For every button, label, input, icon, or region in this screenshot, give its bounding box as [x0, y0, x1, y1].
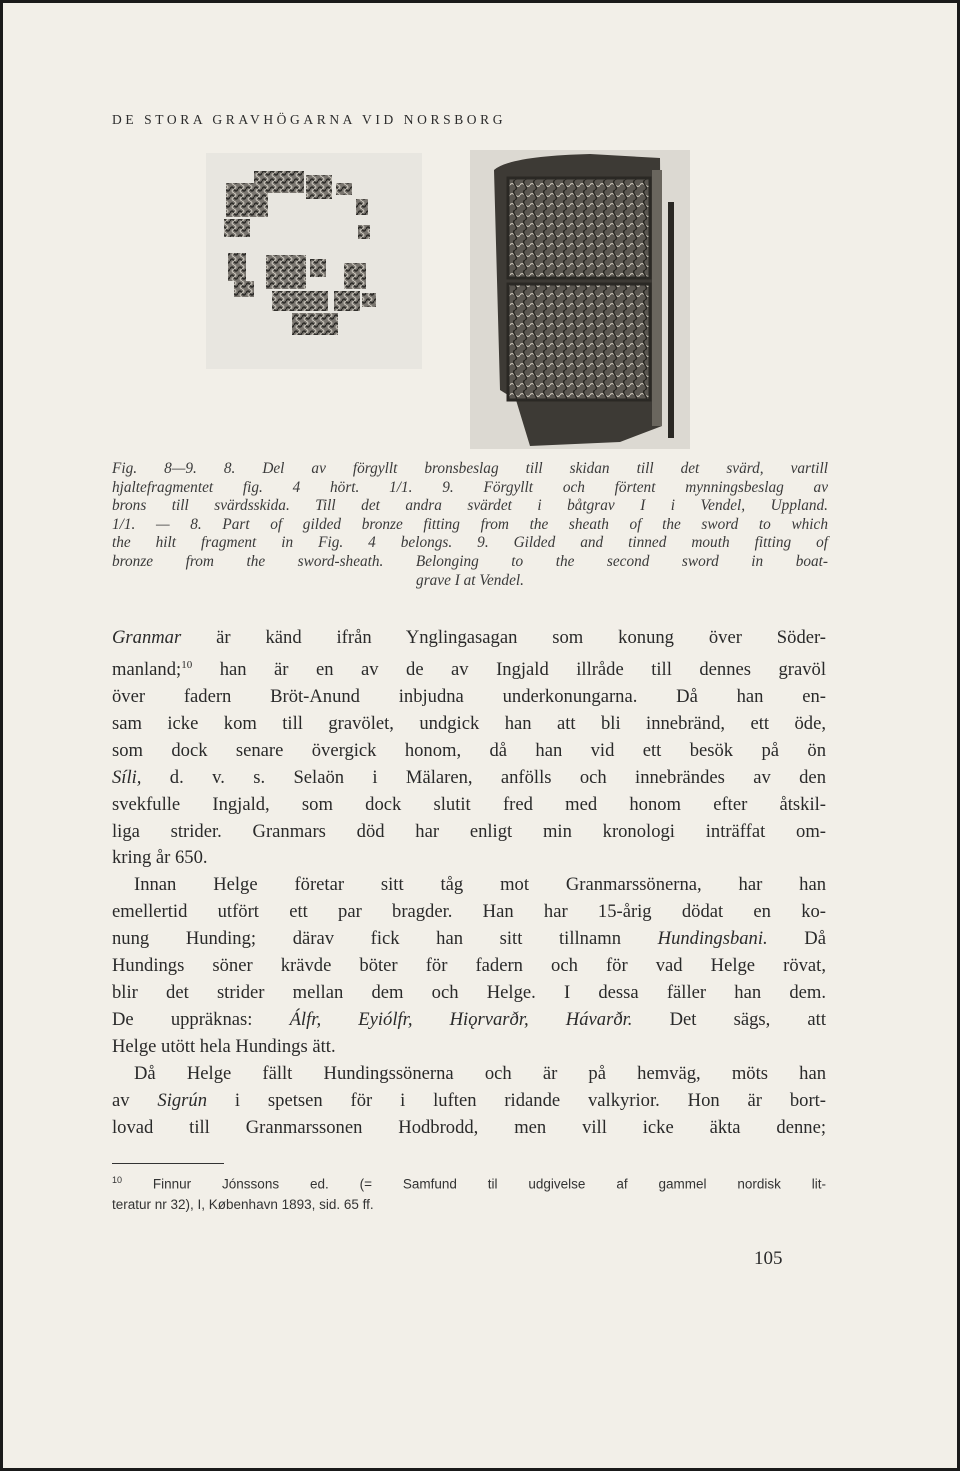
caption-line: grave I at Vendel. — [416, 571, 524, 589]
paragraph-1-line: manland;$^{10}$ han är en av de av Ingjald illråde till dennes gravöl — [112, 658, 826, 681]
caption-line: Fig. 8—9. 8. Del av förgyllt bronsbeslag till skidan till det svärd, vartill — [112, 460, 828, 477]
paragraph-2-line: nung Hunding; därav fick han sitt tillnamn Hundingsbani. Då — [112, 928, 826, 950]
paragraph-2-line: De uppräknas: Álfr, Eyiólfr, Hiǫrvarðr, Hávarðr. Det sägs, att — [112, 1008, 826, 1030]
figure-9-photo — [470, 150, 690, 449]
footnote-marker: 10 — [112, 1175, 123, 1185]
paragraph-2-line: Innan Helge företar sitt tåg mot Granmarssönerna, har han — [134, 874, 826, 896]
body-text — [112, 625, 826, 1141]
caption-line: 1/1. — 8. Part of gilded bronze fitting from the sheath of the sword to which — [112, 515, 828, 533]
running-head: DE STORA GRAVHÖGARNA VID NORSBORG — [112, 112, 507, 127]
caption-line: hjaltefragmentet fig. 4 hört. 1/1. 9. Förgyllt och förtent mynningsbeslag av — [112, 478, 828, 496]
caption-line: the hilt fragment in Fig. 4 belongs. 9. Gilded and tinned mouth fitting of — [112, 534, 828, 552]
paragraph-1-line: Síli, d. v. s. Selaön i Mälaren, anfölls och innebrändes av den — [112, 766, 826, 788]
paragraph-1-line: kring år 650. — [112, 847, 208, 869]
paragraph-1-line: sam icke kom till gravölet, undgick han att bli innebränd, ett öde, — [112, 712, 826, 734]
paragraph-2-line: Hundings söner krävde böter för fadern och för vad Helge rövat, — [112, 955, 826, 977]
figure-8-photo — [206, 153, 422, 369]
paragraph-1-line: Granmar är känd ifrån Ynglingasagan som konung över Söder- — [112, 627, 826, 648]
caption-line: brons till svärdsskida. Till det andra svärdet i båtgrav I i Vendel, Uppland. — [112, 497, 828, 515]
paragraph-2-line: blir det strider mellan dem och Helge. I dessa fäller han dem. — [112, 981, 826, 1003]
paragraph-2-line: emellertid utfört ett par bragder. Han har 15-årig dödat en ko- — [112, 901, 826, 923]
paragraph-1-line: liga strider. Granmars död har enligt min kronologi inträffat om- — [112, 820, 826, 842]
footnote-divider — [112, 1163, 224, 1164]
paragraph-3-line: av Sigrún i spetsen för i luften ridande valkyrior. Hon är bort- — [112, 1089, 826, 1111]
page-number: 105 — [754, 1248, 783, 1269]
footnote-line: teratur nr 32), I, København 1893, sid. 65 ff. — [112, 1196, 374, 1212]
paragraph-1-line: över fadern Bröt-Anund inbjudna underkonungarna. Då han en- — [112, 686, 826, 707]
paragraph-1-line: som dock senare övergick honom, då han vid ett besök på ön — [112, 739, 826, 761]
paragraph-2-line: Helge utött hela Hundings ätt. — [112, 1035, 336, 1057]
figure-caption — [112, 460, 828, 590]
footnote-ref: 10 — [181, 658, 193, 671]
paragraph-3-line: lovad till Granmarssonen Hodbrodd, men vill icke äkta denne; — [112, 1116, 826, 1138]
paragraph-1-line: svekfulle Ingjald, som dock slutit fred med honom efter åtskil- — [112, 793, 826, 815]
caption-line: bronze from the sword-sheath. Belonging to the second sword in boat- — [112, 552, 828, 570]
footnote-line: $^{10}$ Finnur Jónssons ed. (= Samfund til udgivelse af gammel nordisk lit- — [112, 1175, 826, 1192]
paragraph-3-line: Då Helge fällt Hundingssönerna och är på hemväg, möts han — [134, 1062, 826, 1084]
footnote — [112, 1170, 826, 1215]
